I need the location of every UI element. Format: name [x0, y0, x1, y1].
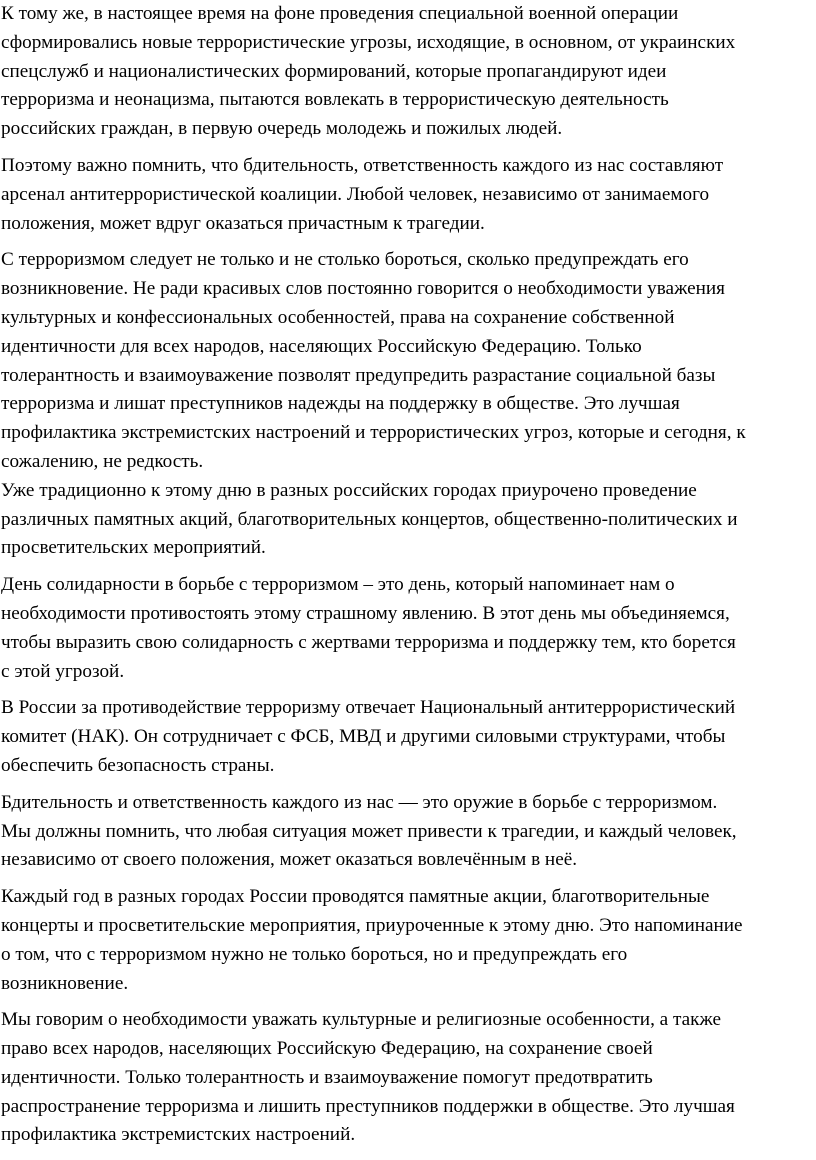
text-line: просветительских мероприятий.	[1, 537, 266, 559]
text-line: положения, может вдруг оказаться причастным к трагедии.	[1, 212, 485, 234]
paragraph-new-threats	[1, 0, 816, 144]
text-line: обеспечить безопасность страны.	[1, 754, 275, 776]
text-line: Мы говорим о необходимости уважать культурные и религиозные особенности, а также	[1, 1009, 721, 1031]
text-line: концерты и просветительские мероприятия, приуроченные к этому дню. Это напоминание	[1, 914, 743, 936]
text-line: идентичности. Только толерантность и взаимоуважение помогут предотвратить	[1, 1066, 653, 1088]
text-line: К тому же, в настоящее время на фоне проведения специальной военной операции	[1, 3, 679, 24]
paragraph-tolerance	[1, 1006, 816, 1150]
paragraph-nak	[1, 694, 816, 780]
text-line: профилактика экстремистских настроений и террористических угроз, которые и сегодня, к	[1, 422, 746, 444]
text-line: необходимости противостоять этому страшному явлению. В этот день мы объединяемся,	[1, 602, 730, 624]
text-line: независимо от своего положения, может оказаться вовлечённым в неё.	[1, 849, 578, 871]
text-line: распространение терроризма и лишить преступников поддержки в обществе. Это лучшая	[1, 1095, 735, 1117]
text-line: возникновение.	[1, 972, 129, 994]
paragraph-vigilance	[1, 152, 816, 238]
text-line: культурных и конфессиональных особенностей, права на сохранение собственной	[1, 306, 675, 328]
text-line: В России за противодействие терроризму отвечает Национальный антитеррористический	[1, 697, 736, 719]
text-line: о том, что с терроризмом нужно не только бороться, но и предупреждать его	[1, 943, 628, 965]
paragraph-solidarity-day	[1, 571, 816, 686]
text-line: Каждый год в разных городах России проводятся памятные акции, благотворительные	[1, 886, 710, 908]
text-line: Бдительность и ответственность каждого из нас — это оружие в борьбе с терроризмом.	[1, 791, 718, 813]
text-line: чтобы выразить свою солидарность с жертвами терроризма и поддержку тем, кто борется	[1, 631, 736, 653]
text-line: комитет (НАК). Он сотрудничает с ФСБ, МВД и другими силовыми структурами, чтобы	[1, 726, 726, 748]
text-line: Мы должны помнить, что любая ситуация может привести к трагедии, и каждый человек,	[1, 820, 737, 842]
text-line: терроризма и лишат преступников надежды на поддержку в обществе. Это лучшая	[1, 393, 680, 415]
paragraph-responsibility	[1, 789, 816, 875]
text-line: идентичности для всех народов, населяющих Российскую Федерацию. Только	[1, 335, 642, 357]
paragraph-prevention	[1, 246, 816, 476]
text-line: право всех народов, населяющих Российскую Федерацию, на сохранение своей	[1, 1038, 653, 1060]
text-line: День солидарности в борьбе с терроризмом – это день, который напоминает нам о	[1, 574, 675, 596]
text-line: российских граждан, в первую очередь молодежь и пожилых людей.	[1, 118, 563, 140]
text-line: Поэтому важно помнить, что бдительность, ответственность каждого из нас составляют	[1, 154, 724, 176]
paragraph-memorial-events	[1, 477, 816, 563]
paragraph-annual-events	[1, 883, 816, 998]
text-line: арсенал антитеррористической коалиции. Любой человек, независимо от занимаемого	[1, 183, 710, 205]
text-line: с этой угрозой.	[1, 660, 125, 682]
text-line: различных памятных акций, благотворительных концертов, общественно-политических и	[1, 508, 738, 530]
text-line: С терроризмом следует не только и не столько бороться, сколько предупреждать его	[1, 249, 689, 271]
text-line: толерантность и взаимоуважение позволят предупредить разрастание социальной базы	[1, 364, 716, 386]
text-line: спецслужб и националистических формирований, которые пропагандируют идеи	[1, 60, 667, 82]
text-line: возникновение. Не ради красивых слов постоянно говорится о необходимости уважения	[1, 278, 725, 300]
text-line: сожалению, не редкость.	[1, 450, 204, 472]
text-line: терроризма и неонацизма, пытаются вовлекать в террористическую деятельность	[1, 89, 669, 111]
text-line: Уже традиционно к этому дню в разных российских городах приурочено проведение	[1, 479, 697, 501]
text-line: сформировались новые террористические угрозы, исходящие, в основном, от украинских	[1, 31, 736, 53]
text-line: профилактика экстремистских настроений.	[1, 1124, 356, 1146]
